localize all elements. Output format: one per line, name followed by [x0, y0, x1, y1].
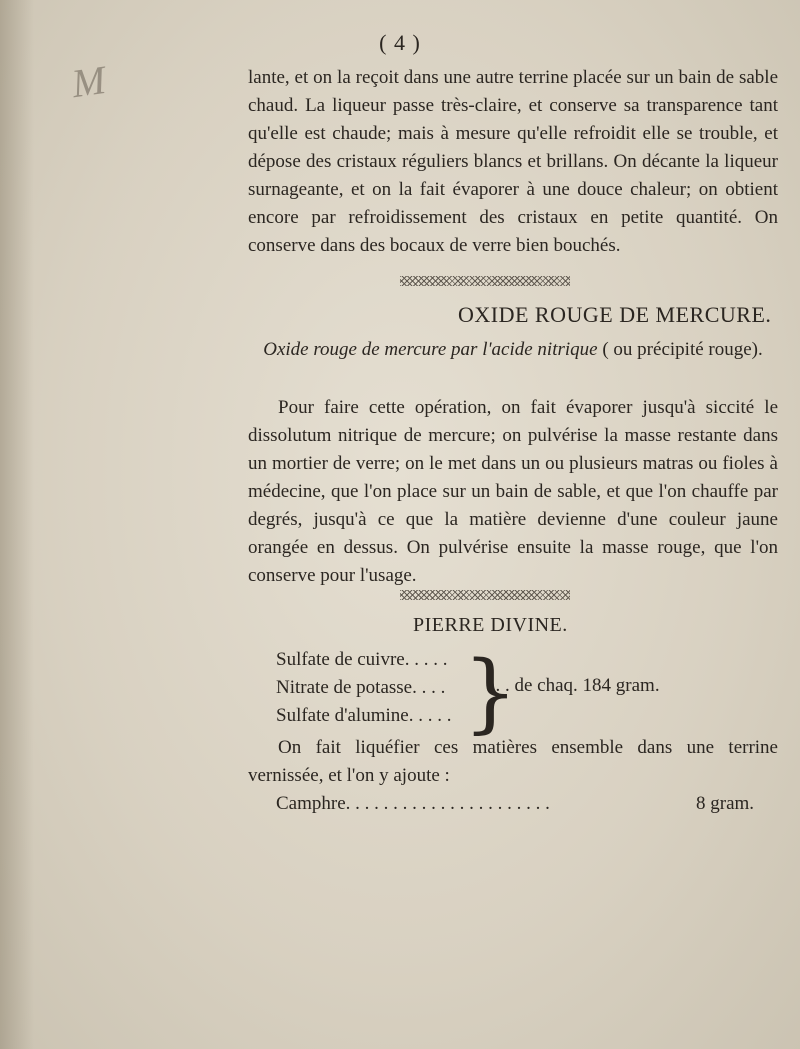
paragraph-text: lante, et on la reçoit dans une autre terrine placée sur un bain de sable chaud. La liqueur passe très-claire, et conserve sa transparence tant qu'elle est chaude; mais à mesure qu'elle refroidit elle se trouble, et dépose des cristaux réguliers blancs et brillans. On décante la liqueur surnageante, et on la fait évaporer à une douce chaleur; on obtient encore par refroidissement des cristaux en petite quantité. On conserve dans des bocaux de verre bien bouchés.: [248, 67, 778, 256]
ingredient-line: Sulfate d'alumine. . . . .: [276, 705, 452, 726]
subtitle-italic: Oxide rouge de mercure par l'acide nitrique: [263, 339, 598, 360]
paragraph-continuation: [248, 64, 778, 260]
section-subtitle: [248, 336, 778, 364]
paragraph-text: Pour faire cette opération, on fait évaporer jusqu'à siccité le dissolutum nitrique de mercure; on pulvérise la masse restante dans un mortier de verre; on le met dans un ou plusieurs matras ou fioles à médecine, que l'on place sur un bain de sable, et que l'on chauffe par degrés, jusqu'à ce que la matière devienne d'une couleur jaune orangée en dessus. On pulvérise ensuite la masse rouge, que l'on conserve pour l'usage.: [248, 397, 778, 586]
page-left-edge-shadow: [0, 0, 34, 1049]
section-heading-oxide-rouge: OXIDE ROUGE DE MERCURE.: [458, 302, 772, 327]
camphor-amount: 8 gram.: [696, 793, 755, 814]
page-number: ( 4 ): [379, 30, 421, 55]
paragraph-oxide-preparation: [248, 394, 778, 590]
section-heading-pierre-divine: PIERRE DIVINE.: [413, 614, 568, 636]
margin-handwritten-mark: M: [69, 56, 109, 107]
paragraph-text: On fait liquéfier ces matières ensemble dans une terrine vernissée, et l'on y ajoute :: [248, 737, 778, 786]
ornamental-rule: [400, 276, 570, 286]
paragraph-pierre-divine: [248, 734, 778, 790]
subtitle-rest: ( ou précipité rouge).: [602, 339, 763, 360]
grouping-brace: }: [463, 643, 518, 743]
ingredient-line: Sulfate de cuivre. . . . .: [276, 649, 448, 670]
camphor-label: Camphre. . . . . . . . . . . . . . . . . . . . . .: [276, 793, 550, 814]
camphor-line: [276, 790, 776, 818]
ingredient-quantity: . . . de chaq. 184 gram.: [486, 675, 660, 696]
ornamental-rule: [400, 590, 570, 600]
ingredient-line: Nitrate de potasse. . . .: [276, 677, 446, 698]
